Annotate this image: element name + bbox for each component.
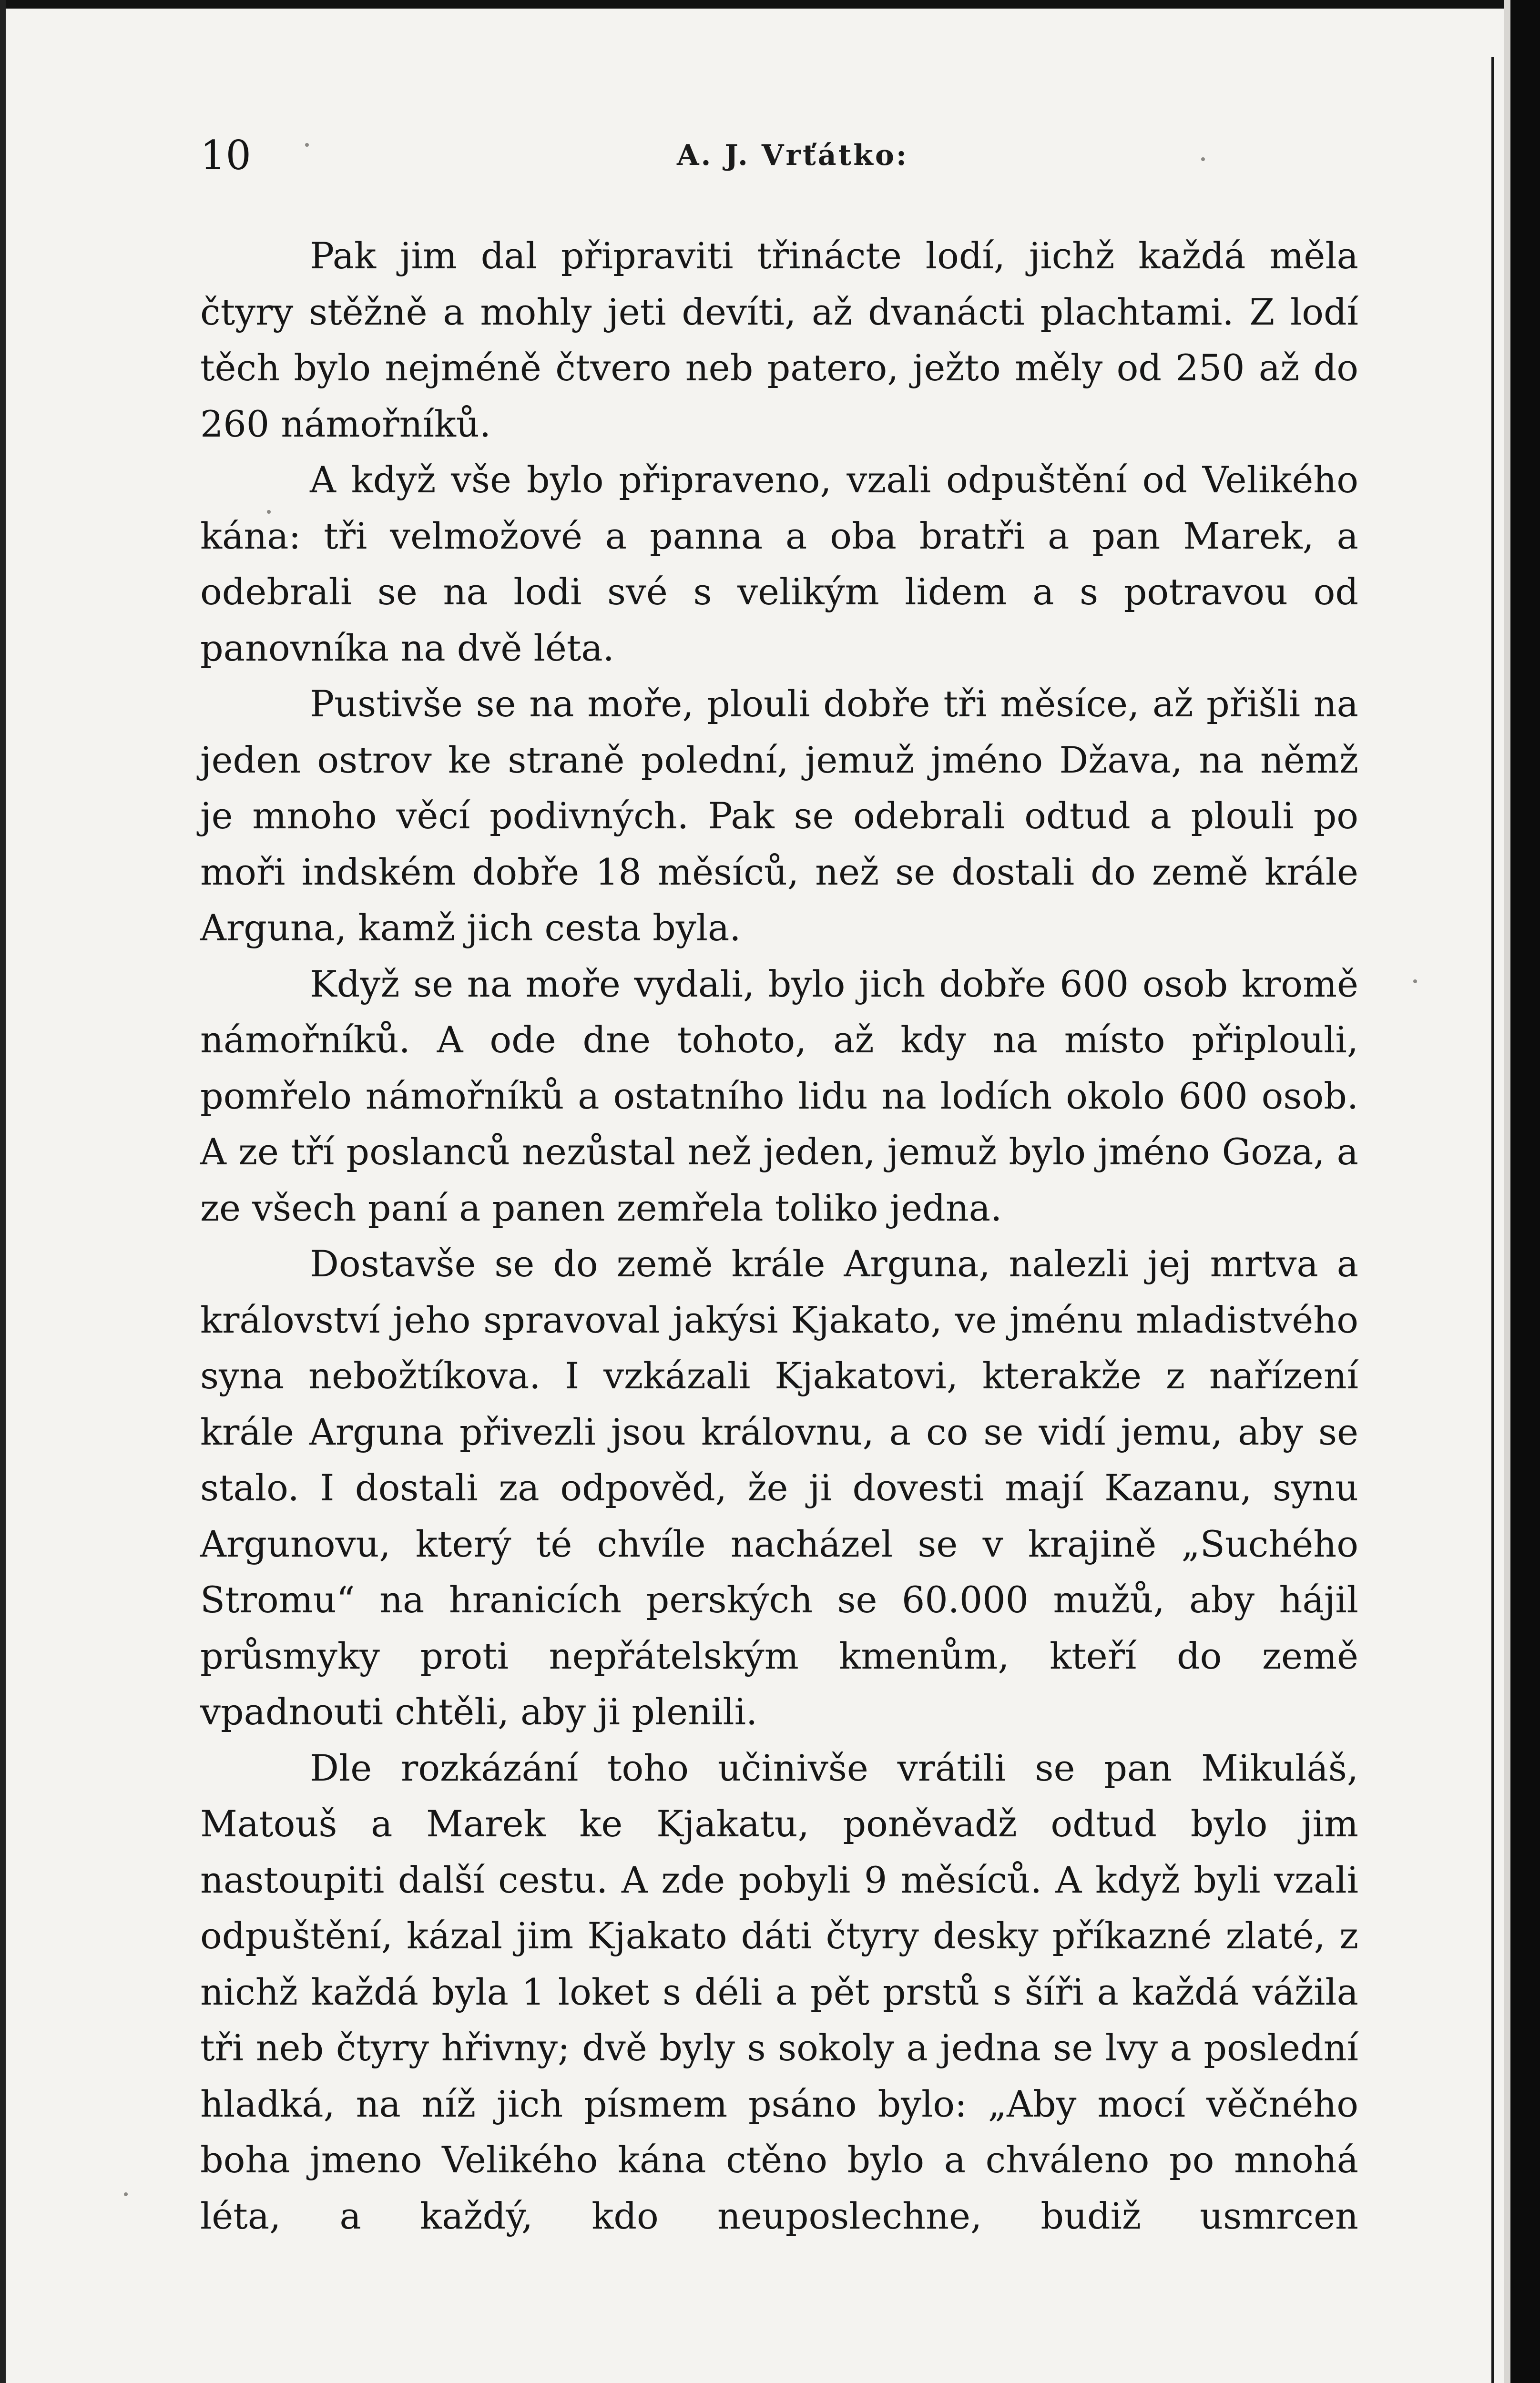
body-text [200,228,1358,2244]
paragraph: Pustivše se na moře, plouli dobře tři měsíce, až přišli na jeden ostrov ke straně polední, jemuž jméno Džava, na němž je mnoho věcí podivných. Pak se odebrali odtud a plouli po moři indském dobře 18 měsíců, než se dostali do země krále Arguna, kamž jich cesta byla. [200,682,1358,949]
paragraph: Pak jim dal připraviti třinácte lodí, jichž každá měla čtyry stěžně a mohly jeti devíti, až dvanácti plachtami. Z lodí těch bylo nejméně čtvero neb patero, ježto měly od 250 až do 260 námořníků. [200,234,1358,445]
paper-speck [124,2192,128,2196]
page-number: 10 [200,132,251,179]
scan-border-top [0,0,1540,9]
running-head: A. J. Vrťátko: [677,139,909,172]
scan-border-left [0,0,6,2383]
paragraph: Dostavše se do země krále Arguna, nalezli jej mrtva a království jeho spravoval jakýsi Kjakato, ve jménu mladistvého syna nebožtíkova. I vzkázali Kjakatovi, kterakže z nařízení krále Arguna přivezli jsou královnu, a co se vidí jemu, aby se stalo. I dostali za odpověd, že ji dovesti mají Kazanu, synu Argunovu, který té chvíle nacházel se v krajině „Suchého Stromu“ na hranicích perských se 60.000 mužů, aby hájil průsmyky proti nepřátelským kmenům, kteří do země vpadnouti chtěli, aby ji plenili. [200,1242,1358,1733]
paper-speck [1413,979,1417,983]
paragraph: Dle rozkázání toho učinivše vrátili se pan Mikuláš, Matouš a Marek ke Kjakatu, poněvadž odtud bylo jim nastoupiti další cestu. A zde pobyli 9 měsíců. A když byli vzali odpuštění, kázal jim Kjakato dáti čtyry desky příkazné zlaté, z nichž každá byla 1 loket s déli a pět prstů s šíři a každá vážila tři neb čtyry hřivny; dvě byly s sokoly a jedna se lvy a poslední hladká, na níž jich písmem psáno bylo: „Aby mocí věčného boha jmeno Velikého kána ctěno bylo a chváleno po mnohá léta, a každý, kdo neuposlechne, budiž usmrcen [200,1746,1358,2237]
scan-border-right [1510,0,1540,2383]
paragraph: A když vše bylo připraveno, vzali odpuštění od Velikého kána: tři velmožové a panna a oba bratři a pan Marek, a odebrali se na lodi své s velikým lidem a s potravou od panovníka na dvě léta. [200,458,1358,669]
scan-gutter-line [1491,57,1494,2383]
scan-page-edge [1504,0,1510,2383]
paragraph: Když se na moře vydali, bylo jich dobře 600 osob kromě námořníků. A ode dne tohoto, až kdy na místo připlouli, pomřelo námořníků a ostatního lidu na lodích okolo 600 osob. A ze tří poslanců nezůstal než jeden, jemuž bylo jméno Goza, a ze všech paní a panen zemřela toliko jedna. [200,962,1358,1229]
page-header [200,129,1368,205]
